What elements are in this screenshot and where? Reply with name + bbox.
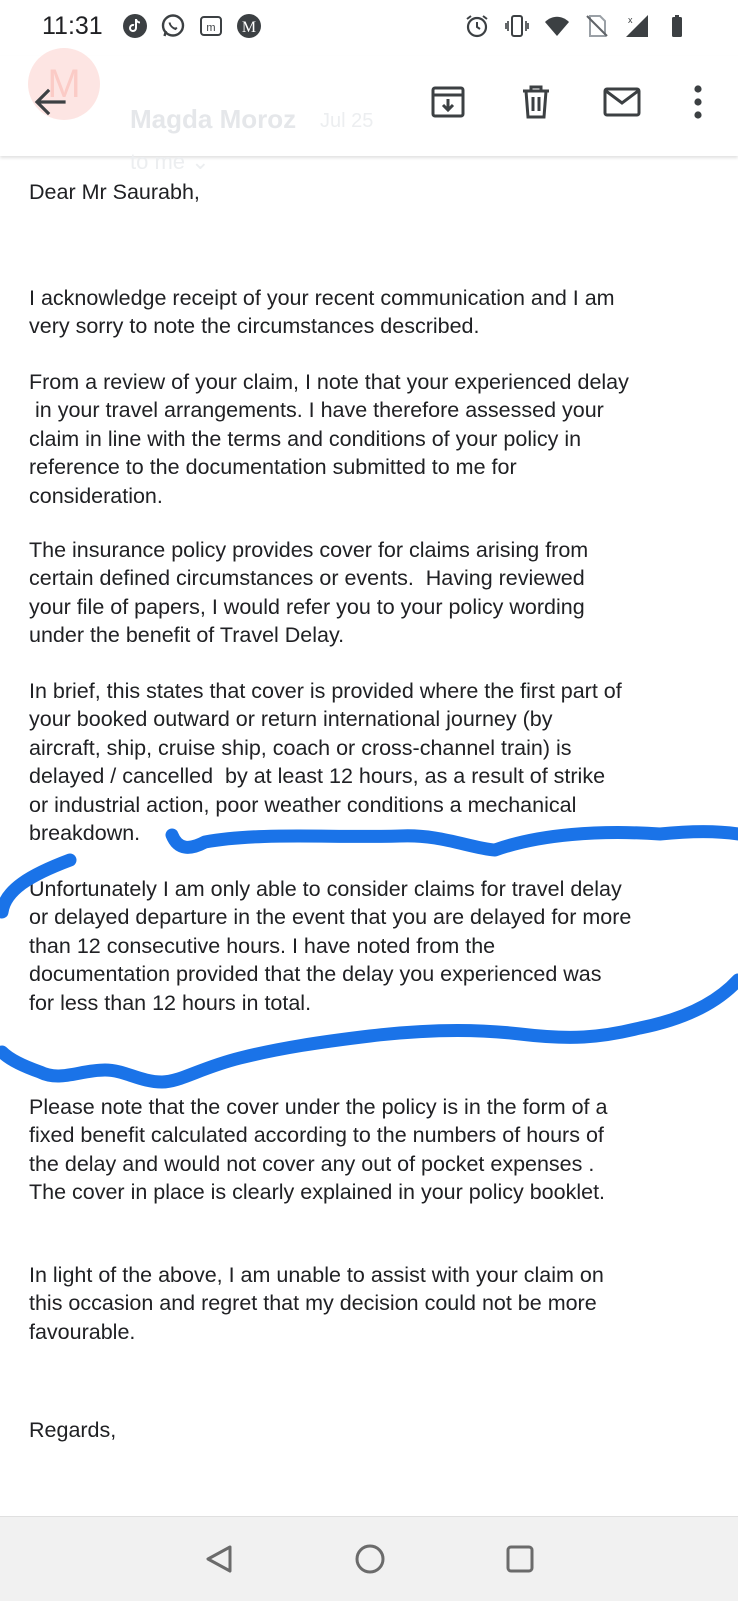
archive-icon xyxy=(430,84,466,120)
nav-home-icon xyxy=(350,1539,390,1579)
email-closing: Regards, xyxy=(29,1418,117,1442)
mark-unread-button[interactable] xyxy=(600,80,644,124)
tiktok-icon xyxy=(122,13,148,39)
delete-button[interactable] xyxy=(514,80,558,124)
wifi-icon xyxy=(544,13,570,39)
whatsapp-icon xyxy=(160,13,186,39)
mark-unread-icon xyxy=(603,87,641,117)
alarm-icon xyxy=(464,13,490,39)
status-bar xyxy=(0,0,738,56)
nav-back-button[interactable] xyxy=(200,1539,240,1579)
no-sim-icon xyxy=(584,13,610,39)
chevron-down-icon: ⌄ xyxy=(191,149,210,174)
svg-text:M: M xyxy=(241,19,257,36)
email-paragraph-6: Please note that the cover under the policy is in the form of a fixed benefit calculated according to the numbers of hours of the delay and would not cover any out of pocket expenses . The cover in place is clearly explained in your policy booklet. xyxy=(29,1095,608,1205)
app-m-icon xyxy=(236,13,262,39)
recipient-details[interactable] xyxy=(130,149,210,175)
more-options-icon xyxy=(693,85,703,119)
nav-recents-icon xyxy=(500,1539,540,1579)
email-paragraph-1: I acknowledge receipt of your recent communication and I am very sorry to note the circumstances described. xyxy=(29,286,615,339)
avatar[interactable]: M xyxy=(28,48,100,120)
nav-recents-button[interactable] xyxy=(500,1539,540,1579)
nav-back-icon xyxy=(200,1539,240,1579)
email-paragraph-4: In brief, this states that cover is provided where the first part of your booked outward or return international journey (by aircraft, ship, cruise ship, coach or cross-channel train) is delayed / cancelled by at least 12 hours, as a result of strike or industrial action, poor weather conditions a mechanical breakdown. xyxy=(29,679,622,846)
email-date: Jul 25 xyxy=(320,110,374,132)
signal-icon xyxy=(624,13,650,39)
email-header xyxy=(0,56,738,174)
status-time: 11:31 xyxy=(42,12,103,40)
email-paragraph-3: The insurance policy provides cover for claims arising from certain defined circumstances or events. Having reviewed your file of papers, I would refer you to your policy wording under the benefit of Travel Delay. xyxy=(29,538,589,648)
email-greeting: Dear Mr Saurabh, xyxy=(29,180,200,204)
more-options-button[interactable] xyxy=(678,80,718,124)
delete-icon xyxy=(520,84,552,120)
nav-home-button[interactable] xyxy=(350,1539,390,1579)
svg-text:m: m xyxy=(206,22,216,34)
back-icon xyxy=(30,82,70,122)
email-paragraph-7: In light of the above, I am unable to assist with your claim on this occasion and regret that my decision could not be more favourable. xyxy=(29,1263,604,1344)
messenger-icon xyxy=(198,13,224,39)
recipient-label: to me xyxy=(130,149,186,174)
archive-button[interactable] xyxy=(426,80,470,124)
sender-name: Magda Moroz xyxy=(130,104,297,134)
system-icons xyxy=(464,13,690,39)
email-paragraph-2: From a review of your claim, I note that your experienced delay in your travel arrangements. I have therefore assessed your claim in line with the terms and conditions of your policy in reference to the documentation submitted to me for consideration. xyxy=(29,370,629,508)
email-paragraph-5: Unfortunately I am only able to consider claims for travel delay or delayed departure in the event that you are delayed for more than 12 consecutive hours. I have noted from the documentation provided that the delay you experienced was for less than 12 hours in total. xyxy=(29,877,632,1015)
battery-icon xyxy=(664,13,690,39)
back-button[interactable] xyxy=(30,82,70,122)
system-nav-bar xyxy=(0,1516,738,1601)
vibrate-icon xyxy=(504,13,530,39)
notification-icons xyxy=(122,13,262,39)
svg-text:x: x xyxy=(628,15,633,25)
